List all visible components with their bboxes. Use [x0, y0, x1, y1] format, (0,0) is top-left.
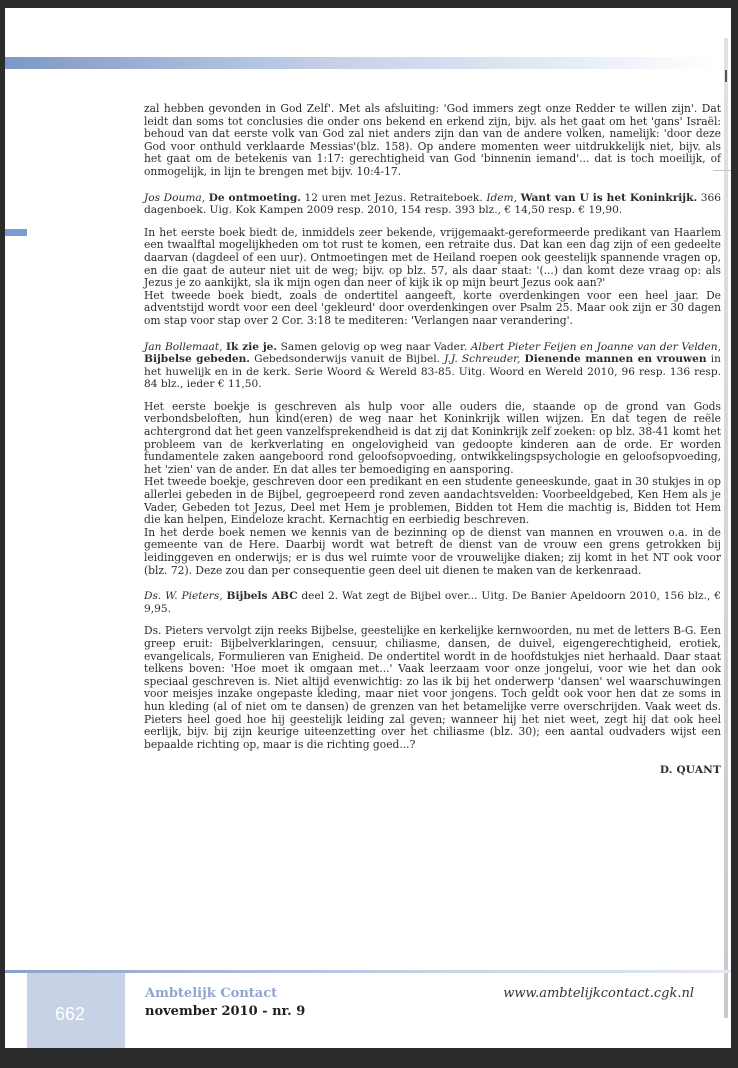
magazine-name: Ambtelijk Contact	[145, 986, 278, 1001]
website-link[interactable]: www.ambtelijkcontact.cgk.nl	[503, 986, 694, 1001]
author: Idem,	[486, 191, 517, 204]
author: Jan Bollemaat,	[144, 340, 223, 353]
page-edge	[724, 38, 728, 1018]
paragraph: Het tweede boek biedt, zoals de ondertitel aangeeft, korte overdenkingen voor een heel jaar. De adventstijd wordt voor een deel 'gekleurd' door overdenkingen over Psalm 25. Maar ook zijn er 30 dagen om stap voor stap over 2 Cor. 3:18 te mediteren: 'Verlangen naar verandering'.	[144, 288, 721, 327]
book-details: 366 dagenboek. Uig. Kok Kampen 2009 resp. 2010, 154 resp. 393 blz., € 14,50 resp. € 19,90.	[144, 191, 721, 217]
paragraph: Ds. Pieters vervolgt zijn reeks Bijbelse, geestelijke en kerkelijke kernwoorden, nu met de letters B-G. Een greep eruit: Bijbelverklaringen, censuur, chiliasme, dansen, de duivel, eigengerechtigheid, erotiek, evangelicals, Formulieren van Enigheid. De ondertitel wordt in de hoofdstukjes niet herhaald. Daar staat telkens boven: 'Hoe moet ik omgaan met...' Vaak leerzaam voor onze jongelui, voor wie het dan ook speciaal geschreven is. Niet altijd evenwichtig: zo las ik bij het onderwerp 'dansen' wel waarschuwingen voor meisjes inzake ongepaste kleding, maar niet voor jongens. Toch geldt ook voor hen dat ze soms in hun kleding (al of niet om te dansen) de grenzen van het betamelijke verre overschrijden. Vaak weet ds. Pieters heel goed hoe hij geestelijk leiding zal geven; wanneer hij het niet weet, zegt hij dat ook heel eerlijk, bijv. bij zijn keurige uiteenzetting over het chiliasme (blz. 30); een aantal oudvaders wijst een bepaalde richting op, maar is die richting goed...?	[144, 624, 721, 751]
book-details: in het huwelijk en in de kerk. Serie Woord & Wereld 83-85. Uitg. Woord en Wereld 2010, 96 resp. 136 resp. 84 blz., ieder € 11,50.	[144, 353, 721, 391]
author: J.J. Schreuder,	[444, 353, 521, 366]
book-subtitle: Gebedsonderwijs vanuit de Bijbel.	[250, 353, 445, 366]
signature: D. QUANT	[659, 764, 721, 777]
author: Albert Pieter Feijen en Joanne van der Velden,	[470, 340, 722, 353]
book-reference	[144, 341, 721, 391]
book-subtitle: Samen gelovig op weg naar Vader.	[277, 340, 471, 353]
issue-label: november 2010 - nr. 9	[145, 1004, 306, 1019]
book-details: deel 2. Wat zegt de Bijbel over... Uitg. De Banier Apeldoorn 2010, 156 blz., € 9,95.	[144, 590, 721, 615]
page	[5, 8, 731, 1048]
book-title: Dienende mannen en vrouwen	[524, 353, 707, 366]
edge-mark	[725, 70, 727, 82]
paragraph: zal hebben gevonden in God Zelf'. Met als afsluiting: 'God immers zegt onze Redder te willen zijn'. Dat leidt dan soms tot conclusies die onder ons bekend en erkend zijn, bijv. als het gaat om het 'gans' Israël: behoud van dat eerste volk van God zal niet anders zijn dan van de andere volken, namelijk: 'door deze God voor onthuld verklaarde Messias'(blz. 158). Op andere momenten weer uitdrukkelijk niet, bijv. als het gaat om de betekenis van 1:17: gerechtigheid van God 'binnenin iemand'... dat is toch moeilijk, of onmogelijk, in lijn te brengen met bijv. 10:4-17.	[144, 102, 721, 178]
margin-marker	[5, 229, 27, 236]
book-subtitle: 12 uren met Jezus. Retraiteboek.	[300, 191, 487, 204]
book-title: Bijbelse gebeden.	[144, 353, 250, 366]
book-title: De ontmoeting.	[208, 191, 301, 204]
paragraph: In het derde boek nemen we kennis van de bezinning op de dienst van mannen en vrouwen o.a. in de gemeente van de Here. Daarbij wordt wat betreft de dienst van de vrouw een grens getrokken bij leidinggeven en onderwijs; er is dus wel ruimte voor de vrouwelijke diaken; zij komt in het NT ook voor (blz. 72). Deze zou dan per consequentie geen deel uit dienen te maken van de kerkenraad.	[144, 525, 721, 577]
book-title: Ik zie je.	[226, 340, 278, 353]
book-title: Bijbels ABC	[226, 590, 298, 603]
paragraph: Het tweede boekje, geschreven door een predikant en een studente geneeskunde, gaat in 30 stukjes in op allerlei gebeden in de Bijbel, gegroepeerd rond zeven aandachtsvelden: Voorbeeldgebed, Ken Hem als je Vader, Gebeden tot Jezus, Deel met Hem je problemen, Bidden tot Hem die machtig is, Bidden tot Hem die kan helpen, Eindeloze kracht. Kernachtig en eerbiedig beschreven.	[144, 475, 721, 527]
header-color-band	[5, 57, 720, 69]
author: Jos Douma,	[144, 191, 206, 204]
paragraph: Het eerste boekje is geschreven als hulp voor alle ouders die, staande op de grond van Gods verbondsbeloften, hun kind(eren) de weg naar het Koninkrijk willen wijzen. En dat tegen de reële achtergrond dat het geen vanzelfsprekendheid is dat zij dat Koninkrijk zelf zoeken: op blz. 38-41 komt het probleem van de kerkverlating en ongelovigheid van gedoopte kinderen aan de orde. Er worden fundamentele zaken aangeboord rond geloofsopvoeding, ontwikkelingspsychologie en geloofsopvoeding, het 'zien' van de ander. En dat alles ter bemoediging en aansporing.	[144, 399, 721, 476]
book-reference	[144, 192, 721, 217]
review-column	[144, 103, 721, 777]
book-reference	[144, 590, 721, 615]
book-title: Want van U is het Koninkrijk.	[520, 191, 698, 204]
page-number: 662	[55, 1004, 86, 1024]
paragraph: In het eerste boek biedt de, inmiddels zeer bekende, vrijgemaakt-gereformeerde predikant van Haarlem een twaalftal mogelijkheden om tot rust te komen, een retraite dus. Dat kan een dag zijn of een gedeelte daarvan (dagdeel of een uur). Ontmoetingen met de Heiland roepen ook geestelijk spannende vragen op, en die gaat de auteur niet uit de weg; bijv. op blz. 57, als daar staat: '(...) dan komt deze vraag op: als Jezus je zo aankijkt, sla ik mijn ogen dan neer of kijk ik op mijn beurt Jezus ook aan?'	[144, 225, 721, 290]
author: Ds. W. Pieters,	[144, 590, 223, 603]
